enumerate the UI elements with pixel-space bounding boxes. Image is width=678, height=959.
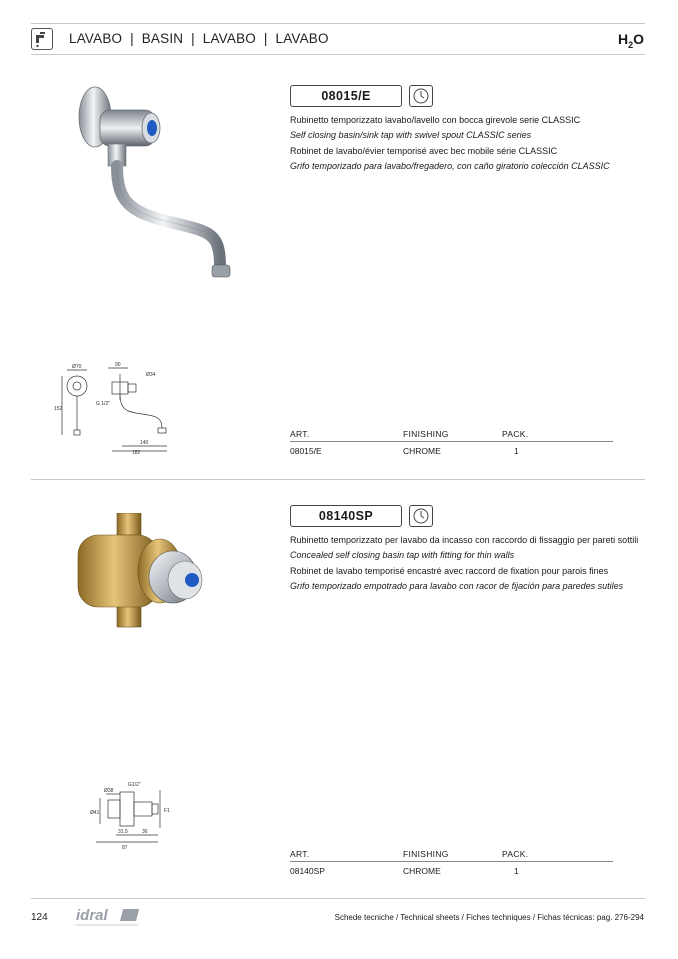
svg-text:152: 152 (54, 406, 63, 412)
product-table (290, 849, 613, 880)
svg-text:F1: F1 (164, 808, 170, 814)
svg-text:140: 140 (140, 440, 149, 446)
table-header: ART. FINISHING PACK. (290, 429, 613, 442)
section-divider (31, 479, 645, 480)
svg-text:Ø38: Ø38 (104, 788, 114, 794)
timer-clock-icon (409, 505, 433, 527)
header-top-rule (31, 23, 645, 24)
idral-logo (76, 906, 146, 928)
page-number: 124 (31, 912, 48, 923)
header-bottom-rule (31, 54, 645, 55)
svg-text:36: 36 (142, 829, 148, 835)
svg-text:idral: idral (76, 907, 108, 924)
table-header: ART. FINISHING PACK. (290, 849, 613, 862)
product-code-08140sp: 08140SP (290, 505, 402, 527)
svg-text:31.5: 31.5 (118, 829, 128, 835)
h2o-label: $H_2O$ (617, 31, 644, 50)
table-row: 08140SP CHROME 1 (290, 866, 519, 876)
technical-drawing-wall-tap (52, 360, 177, 455)
svg-text:Ø41: Ø41 (90, 810, 100, 816)
timer-clock-icon (409, 85, 433, 107)
product-description: Rubinetto temporizzato per lavabo da incasso con raccordo di fissaggio per pareti sottili Concealed self closing basin tap with fitting for thin walls Robinet de lavabo temporisé encastré avec raccord de fixation pour parois fines Grifo temporizado empotrado para lavabo con racor de fijación para paredes sutiles (290, 535, 639, 592)
svg-text:G1/2": G1/2" (128, 782, 141, 788)
product-photo-concealed-tap (75, 513, 215, 633)
product-photo-wall-tap (70, 82, 240, 292)
svg-text:Ø34: Ø34 (146, 372, 156, 378)
svg-text:G 1/2": G 1/2" (96, 401, 111, 407)
product-table (290, 429, 613, 460)
svg-text:Ø70: Ø70 (72, 364, 82, 370)
product-code-08015e: 08015/E (290, 85, 402, 107)
svg-text:87: 87 (122, 845, 128, 851)
footer-rule (31, 898, 645, 899)
faucet-category-icon (31, 28, 53, 50)
svg-text:90: 90 (115, 362, 121, 368)
table-row: 08015/E CHROME 1 (290, 446, 519, 456)
technical-sheets-reference: Schede tecniche / Technical sheets / Fiches techniques / Fichas técnicas: pag. 276-294 (334, 913, 644, 922)
page-title: LAVABO | BASIN | LAVABO | LAVABO (69, 31, 329, 46)
technical-drawing-concealed-tap (88, 780, 173, 852)
svg-text:182: 182 (132, 450, 141, 455)
product-description: Rubinetto temporizzato lavabo/lavello con bocca girevole serie CLASSIC Self closing basin/sink tap with swivel spout CLASSIC series Robinet de lavabo/évier temporisé avec bec mobile série CLASSIC Grifo temporizado para lavabo/fregadero, con caño giratorio colección CLASSIC (290, 115, 610, 172)
